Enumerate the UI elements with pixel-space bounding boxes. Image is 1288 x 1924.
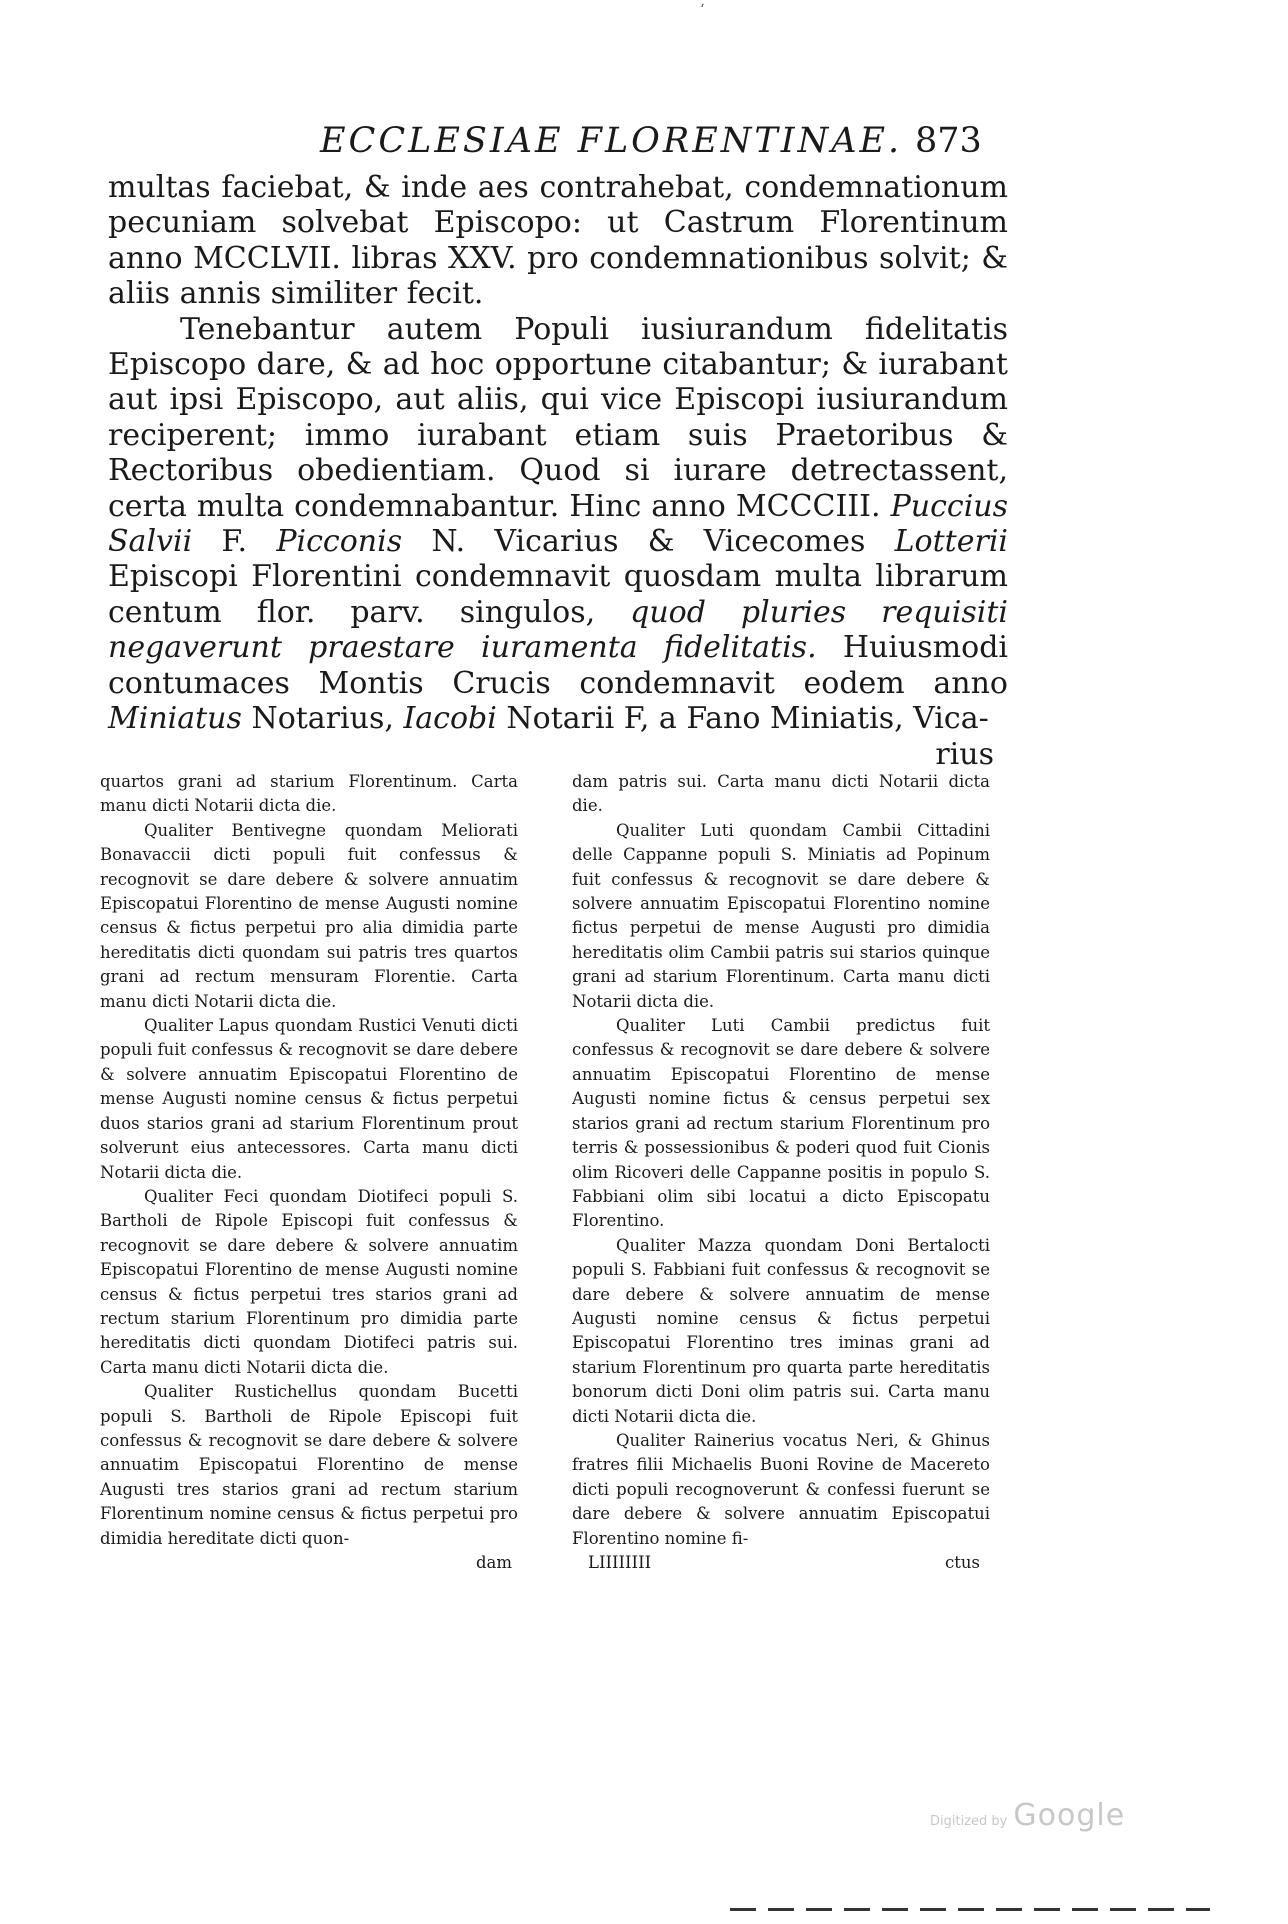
note-left-1: Qualiter Bentivegne quondam Meliorati Bonavaccii dicti populi fuit confessus & recognovit se dare debere & solvere annuatim Episcopatui Florentino de mense Augusti nomine census & fictus perpetui pro alia dimidia parte hereditatis dicti quondam sui patris tres quartos grani ad rectum mensuram Florentie. Carta manu dicti Notarii dicta die. <box>100 820 518 1011</box>
signature-mark: LIIIIIIII <box>588 1553 652 1572</box>
running-title: ECCLESIAE FLORENTINAE. <box>320 121 903 161</box>
top-mark: ‘ <box>700 2 705 18</box>
note-right-4: Qualiter Rainerius vocatus Neri, & Ghinus fratres filii Michaelis Buoni Rovine de Macereto dicti populi recognoverunt & confessi fuerunt se dare debere & solvere annuatim Episcopatui Florentino nomine fi- <box>572 1430 990 1548</box>
page-number: 873 <box>915 121 982 161</box>
notes-right-foot <box>572 1551 990 1577</box>
main-text <box>108 170 1008 772</box>
paragraph-1: multas faciebat, & inde aes contrahebat, condemnationum pecuniam solvebat Episcopo: ut Castrum Florentinum anno MCCLVII. libras XXV. pro condemnationibus solvit; & aliis annis similiter fecit. <box>108 170 1008 312</box>
note-right-0: dam patris sui. Carta manu dicti Notarii dicta die. <box>572 772 990 816</box>
paragraph-2-name-miniatus: Miniatus <box>108 701 242 737</box>
paragraph-2-text-c: F. <box>221 524 248 560</box>
paragraph-2-name-puccius: Puccius Salvii <box>108 488 1008 560</box>
watermark-brand: Google <box>1013 1798 1126 1833</box>
paragraph-2-text-m: Notarii F, a Fano Miniatis, Vica- <box>506 701 989 737</box>
note-left-3: Qualiter Feci quondam Diotifeci populi S. Bartholi de Ripole Episcopi fuit confessus & recognovit se dare debere & solvere annuatim Episcopatui Florentino de mense Augusti nomine census & fictus perpetui tres starios grani ad rectum starium Florentinum pro dimidia parte hereditatis dicti quondam Diotifeci patris sui. Carta manu dicti Notarii dicta die. <box>100 1186 518 1377</box>
note-right-2: Qualiter Luti Cambii predictus fuit confessus & recognovit se dare debere & solvere annuatim Episcopatui Florentino de mense Augusti nomine fictus & census perpetui sex starios grani ad rectum starium Florentinum pro terris & possessionibus & poderi quod fuit Cionis olim Ricoveri delle Cappanne positis in populo S. Fabbiani olim sibi locatui a dicto Episcopatu Florentino. <box>572 1016 990 1231</box>
notes-left-foot <box>100 1551 518 1577</box>
note-left-0: quartos grani ad starium Florentinum. Carta manu dicti Notarii dicta die. <box>100 772 518 816</box>
paragraph-2-text-e: N. Vicarius & Vicecomes <box>431 524 866 560</box>
notes-left-catchword: dam <box>475 1553 512 1572</box>
paragraph-2-text-a: Tenebantur autem Populi iusiurandum fidelitatis Episcopo dare, & ad hoc opportune citabantur; & iurabant aut ipsi Episcopo, aut aliis, qui vice Episcopi iusiurandum reciperent; immo iurabant etiam suis Praetoribus & Rectoribus obedientiam. Quod si iurare detrectassent, certa multa condemnabantur. Hinc anno MCCCIII. <box>108 311 1008 524</box>
digitized-watermark <box>930 1798 1125 1833</box>
notes-right-column <box>572 770 990 1577</box>
bottom-scan-marks <box>730 1908 1210 1911</box>
paragraph-2-text-k: Notarius, <box>251 701 394 737</box>
notes-right-catchword: ctus <box>945 1553 980 1572</box>
paragraph-2 <box>108 312 1008 737</box>
notes-left-column <box>100 770 518 1577</box>
paragraph-2-name-picconis: Picconis <box>276 524 403 560</box>
note-right-3: Qualiter Mazza quondam Doni Bertalocti populi S. Fabbiani fuit confessus & recognovit se dare debere & solvere annuatim de mense Augusti nomine census & fictus perpetui Episcopatui Florentino tres iminas grani ad starium Florentinum pro quarta parte hereditatis bonorum dicti Doni olim patris sui. Carta manu dicti Notarii dicta die. <box>572 1235 990 1426</box>
running-head <box>320 116 1020 176</box>
note-left-2: Qualiter Lapus quondam Rustici Venuti dicti populi fuit confessus & recognovit se dare debere & solvere annuatim Episcopatui Florentino de mense Augusti nomine census & fictus perpetui duos starios grani ad starium Florentinum prout solverunt eius antecessores. Carta manu dicti Notarii dicta die. <box>100 1016 518 1182</box>
paragraph-2-quote: quod pluries requisiti negaverunt praestare iuramenta fidelitatis. <box>108 594 1008 666</box>
paragraph-2-text-i: Huiusmodi contumaces Montis Crucis condemnavit eodem anno <box>108 630 1008 701</box>
paragraph-2-name-iacobi: Iacobi <box>403 701 497 737</box>
note-left-4: Qualiter Rustichellus quondam Bucetti populi S. Bartholi de Ripole Episcopi fuit confessus & recognovit se dare debere & solvere annuatim Episcopatui Florentino de mense Augusti tres starios grani ad rectum starium Florentinum nomine census & fictus perpetui pro dimidia hereditate dicti quon- <box>100 1382 518 1548</box>
note-right-1: Qualiter Luti quondam Cambii Cittadini delle Cappanne populi S. Miniatis ad Popinum fuit confessus & recognovit se dare debere & solvere annuatim Episcopatui Florentino nomine fictus perpetui de mense Augusti pro dimidia hereditatis olim Cambii patris sui starios quinque grani ad starium Florentinum. Carta manu dicti Notarii dicta die. <box>572 820 990 1011</box>
watermark-small-text: Digitized by <box>930 1814 1008 1829</box>
paragraph-2-text-g: Episcopi Florentini condemnavit quosdam multa librarum centum flor. parv. singulos, <box>108 559 1008 630</box>
paragraph-2-name-lotterii: Lotterii <box>894 524 1009 560</box>
catchword: rius <box>935 736 994 772</box>
